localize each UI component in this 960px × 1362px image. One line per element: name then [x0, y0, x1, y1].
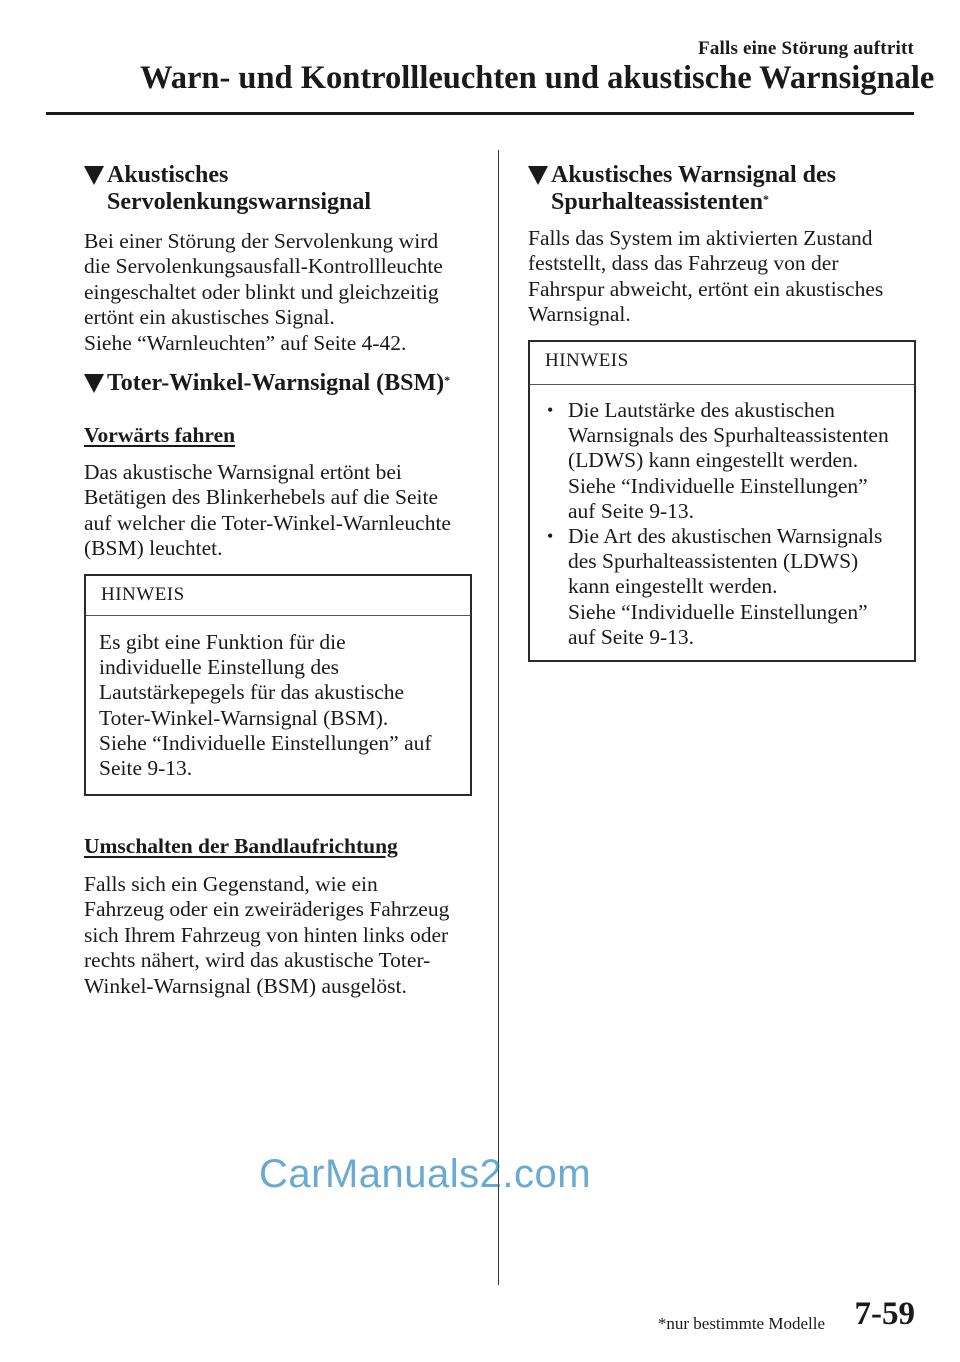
heading-line: Spurhalteassistenten [551, 189, 764, 215]
bullet-icon: • [547, 400, 554, 420]
text-line: Das akustische Warnsignal ertönt bei [84, 460, 402, 484]
text-line: Toter-Winkel-Warnsignal (BSM). [99, 705, 389, 730]
column-divider [498, 150, 499, 1285]
heading-line: Akustisches [107, 162, 229, 188]
text-line: Siehe “Warnleuchten” auf Seite 4-42. [84, 330, 407, 355]
text-line: Fahrzeug oder ein zweiräderiges Fahrzeug [84, 897, 450, 922]
text-line: Fahrspur abweicht, ertönt ein akustisches [528, 276, 884, 301]
text-line: Warnsignals des Spurhalteassistenten [568, 423, 889, 448]
text-line: Lautstärkepegels für das akustische [99, 680, 405, 705]
subheading-forward: Vorwärts fahren [84, 423, 236, 447]
text-line: rechts nähert, wird das akustische Toter- [84, 948, 431, 973]
bullet-item [530, 524, 914, 650]
text-line: Falls sich ein Gegenstand, wie ein [84, 872, 378, 896]
text-line: auf welcher die Toter-Winkel-Warnleuchte [84, 510, 451, 535]
heading-line: Servolenkungswarnsignal [107, 189, 372, 215]
text-line: Bei einer Störung der Servolenkung wird [84, 229, 439, 253]
text-line: die Servolenkungsausfall-Kontrollleuchte [84, 254, 443, 279]
header-rule [46, 112, 914, 115]
text-line: individuelle Einstellung des [99, 655, 340, 680]
text-line: des Spurhalteassistenten (LDWS) [568, 549, 859, 574]
text-line: Falls das System im aktivierten Zustand [528, 226, 873, 250]
notice-body [530, 385, 914, 650]
notice-heading: HINWEIS [530, 342, 914, 385]
heading-power-steering-warning [84, 162, 484, 216]
text-line: auf Seite 9-13. [568, 498, 694, 523]
text-line: auf Seite 9-13. [568, 624, 694, 649]
bullet-icon: • [547, 526, 554, 547]
page-number: 7-59 [854, 1296, 915, 1332]
notice-body [86, 616, 470, 781]
text-line: Seite 9-13. [99, 756, 193, 781]
footnote-mark: * [763, 192, 770, 206]
text-line: Winkel-Warnsignal (BSM) ausgelöst. [84, 973, 407, 998]
text-line: (BSM) leuchtet. [84, 536, 223, 561]
paragraph-reverse [84, 872, 449, 999]
subheading-reverse: Umschalten der Bandlaufrichtung [84, 834, 398, 858]
text-line: Die Art des akustischen Warnsignals [568, 524, 883, 549]
bullet-item [530, 398, 914, 524]
text-line: (LDWS) kann eingestellt werden. [568, 448, 859, 473]
paragraph-ldws [528, 226, 883, 328]
text-line: Es gibt eine Funktion für die [99, 630, 346, 654]
heading-text: Toter-Winkel-Warnsignal (BSM) [107, 370, 445, 396]
triangle-down-icon [84, 166, 104, 185]
watermark-link[interactable]: CarManuals2.com [259, 1152, 592, 1196]
text-line: feststellt, dass das Fahrzeug von der [528, 251, 839, 276]
heading-ldws-warning [528, 162, 918, 216]
heading-bsm-warning [84, 370, 484, 397]
page-title: Warn- und Kontrollleuchten und akustische Warnsignale [140, 60, 935, 96]
text-line: ertönt ein akustisches Signal. [84, 305, 335, 330]
text-line: kann eingestellt werden. [568, 574, 778, 599]
paragraph-forward [84, 460, 451, 562]
notice-heading: HINWEIS [86, 576, 470, 616]
footnote-mark: * [444, 373, 451, 387]
text-line: sich Ihrem Fahrzeug von hinten links oder [84, 922, 449, 947]
heading-line: Akustisches Warnsignal des [551, 162, 836, 188]
text-line: Die Lautstärke des akustischen [568, 398, 835, 422]
triangle-down-icon [528, 166, 548, 185]
triangle-down-icon [84, 374, 104, 393]
section-label: Falls eine Störung auftritt [698, 38, 914, 59]
text-line: Siehe “Individuelle Einstellungen” auf [99, 730, 432, 755]
notice-box-ldws [528, 340, 916, 662]
text-line: Siehe “Individuelle Einstellungen” [568, 599, 868, 624]
text-line: Siehe “Individuelle Einstellungen” [568, 473, 868, 498]
text-line: eingeschaltet oder blinkt und gleichzeitig [84, 279, 439, 304]
notice-box-bsm [84, 574, 472, 796]
text-line: Betätigen des Blinkerhebels auf die Seite [84, 485, 439, 510]
paragraph-power-steering [84, 229, 443, 356]
text-line: Warnsignal. [528, 302, 631, 327]
footnote-text: *nur bestimmte Modelle [657, 1314, 825, 1333]
